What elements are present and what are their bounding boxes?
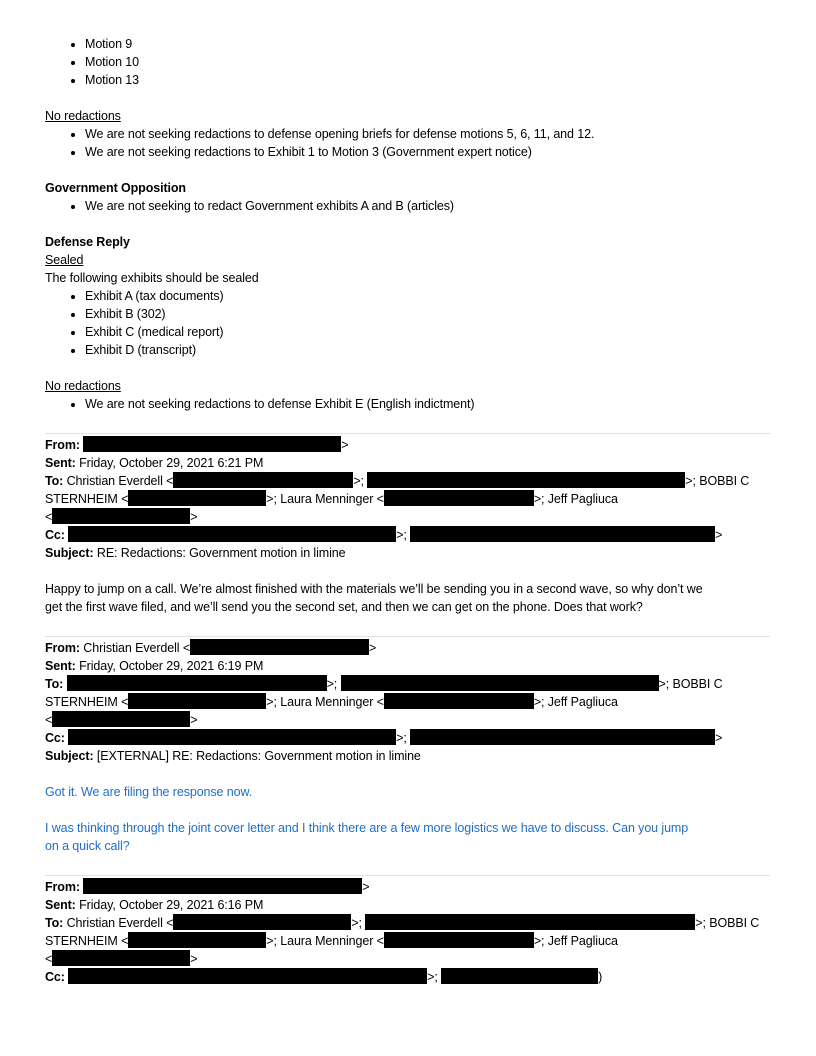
label: Cc: (45, 970, 65, 984)
text: < (45, 510, 53, 524)
list-item (75, 197, 454, 215)
label: To: (45, 677, 64, 691)
item-text: We are not seeking to redact Government exhibits A and B (articles) (85, 199, 454, 213)
redaction (67, 675, 327, 691)
text: > (695, 916, 703, 930)
text: ) (598, 970, 603, 984)
item-text: Motion 13 (85, 73, 139, 87)
text: ; Laura Menninger < (273, 695, 384, 709)
text: < (45, 713, 53, 727)
email-to (45, 675, 723, 693)
label: Sent: (45, 456, 76, 470)
email-to (45, 472, 749, 490)
email-to-cont (45, 508, 197, 526)
item-text: Motion 9 (85, 37, 133, 51)
redaction (384, 693, 534, 709)
section-heading: Defense Reply (45, 235, 130, 249)
email-body-line: I was thinking through the joint cover letter and I think there are a few more logistics we have to discuss. Can you jump (45, 821, 689, 835)
email-sent (45, 657, 263, 675)
item-text: We are not seeking redactions to Exhibit 1 to Motion 3 (Government expert notice) (85, 145, 532, 159)
redaction (367, 472, 685, 488)
redaction (410, 526, 715, 542)
redaction (68, 526, 396, 542)
text: >; (396, 528, 407, 542)
divider (45, 433, 770, 434)
redaction (365, 914, 695, 930)
text: ; Laura Menninger < (273, 492, 384, 506)
text: >; (396, 731, 407, 745)
email-from (45, 639, 376, 657)
email-to (45, 914, 759, 932)
redaction (128, 693, 266, 709)
text: > (533, 695, 542, 709)
item-text: Exhibit C (medical report) (85, 325, 224, 339)
label: Subject: (45, 749, 94, 763)
label: Subject: (45, 546, 94, 560)
paragraph: The following exhibits should be sealed (45, 271, 259, 285)
sent-date: Friday, October 29, 2021 6:21 PM (79, 456, 264, 470)
section-heading: Government Opposition (45, 181, 186, 195)
sent-date: Friday, October 29, 2021 6:19 PM (79, 659, 264, 673)
email-body-line: Happy to jump on a call. We’re almost finished with the materials we’ll be sending you in a second wave, so why don’t we (45, 582, 703, 596)
sent-date: Friday, October 29, 2021 6:16 PM (79, 898, 264, 912)
text: >; (351, 916, 362, 930)
text: Christian Everdell < (66, 916, 174, 930)
subheading: Sealed (45, 253, 84, 267)
text: > (715, 528, 723, 542)
item-text: Exhibit D (transcript) (85, 343, 197, 357)
list-item (75, 71, 139, 89)
text: ; Jeff Pagliuca (541, 695, 618, 709)
redaction (384, 490, 534, 506)
redaction (341, 675, 659, 691)
redaction (384, 932, 534, 948)
text: > (190, 510, 198, 524)
text: >; (427, 970, 438, 984)
divider (45, 636, 770, 637)
redaction (83, 436, 341, 452)
list-item (75, 305, 165, 323)
redaction (128, 932, 266, 948)
list-item (75, 395, 474, 413)
divider (45, 875, 770, 876)
item-text: Exhibit B (302) (85, 307, 166, 321)
email-from (45, 436, 349, 454)
text: Christian Everdell < (66, 474, 174, 488)
item-text: We are not seeking redactions to defense opening briefs for defense motions 5, 6, 11, and 12. (85, 127, 595, 141)
list-item (75, 35, 132, 53)
email-cc (45, 968, 602, 986)
text: > (685, 474, 693, 488)
email-to-cont (45, 932, 618, 950)
redaction (52, 508, 190, 524)
list-item (75, 125, 594, 143)
email-body-line: Got it. We are filing the response now. (45, 785, 253, 799)
redaction (52, 950, 190, 966)
text: ; BOBBI C (665, 677, 723, 691)
email-sent (45, 454, 263, 472)
redaction (68, 968, 427, 984)
label: Sent: (45, 898, 76, 912)
redaction (68, 729, 396, 745)
text: < (45, 952, 53, 966)
text: > (266, 695, 274, 709)
text: >; (326, 677, 338, 691)
item-text: Exhibit A (tax documents) (85, 289, 224, 303)
section-heading: No redactions (45, 109, 121, 123)
item-text: We are not seeking redactions to defense Exhibit E (English indictment) (85, 397, 475, 411)
redaction (173, 914, 351, 930)
redaction (190, 639, 369, 655)
email-body-line: on a quick call? (45, 839, 130, 853)
label: Sent: (45, 659, 76, 673)
text: STERNHEIM < (45, 492, 129, 506)
text: > (266, 934, 274, 948)
email-subject (45, 747, 421, 765)
text: ; Laura Menninger < (273, 934, 384, 948)
email-body-line: get the first wave filed, and we’ll send you the second set, and then we can get on the phone. Does that work? (45, 600, 643, 614)
text: Christian Everdell < (83, 641, 191, 655)
label: From: (45, 880, 80, 894)
text: > (341, 438, 349, 452)
text: >; (353, 474, 364, 488)
email-cc (45, 526, 722, 544)
text: > (715, 731, 723, 745)
text: > (533, 934, 542, 948)
label: To: (45, 916, 64, 930)
text: > (190, 713, 198, 727)
list-item (75, 287, 224, 305)
email-to-cont (45, 711, 197, 729)
email-from (45, 878, 370, 896)
email-subject (45, 544, 345, 562)
list-item (75, 53, 139, 71)
subject-text: RE: Redactions: Government motion in limine (96, 546, 346, 560)
text: > (190, 952, 198, 966)
text: > (266, 492, 274, 506)
email-to-cont (45, 950, 197, 968)
subject-text: [EXTERNAL] RE: Redactions: Government motion in limine (96, 749, 421, 763)
redaction (52, 711, 190, 727)
label: Cc: (45, 528, 65, 542)
text: > (362, 880, 370, 894)
item-text: Motion 10 (85, 55, 139, 69)
list-item (75, 143, 532, 161)
redaction (441, 968, 598, 984)
list-item (75, 341, 196, 359)
label: To: (45, 474, 64, 488)
email-cc (45, 729, 722, 747)
text: STERNHEIM < (45, 934, 129, 948)
text: > (533, 492, 542, 506)
section-heading: No redactions (45, 379, 121, 393)
label: Cc: (45, 731, 65, 745)
redaction (410, 729, 715, 745)
text: > (369, 641, 377, 655)
text: ; BOBBI C (702, 916, 760, 930)
text: STERNHEIM < (45, 695, 129, 709)
email-to-cont (45, 693, 618, 711)
text: ; BOBBI C (692, 474, 750, 488)
text: ; Jeff Pagliuca (541, 492, 618, 506)
text: ; Jeff Pagliuca (541, 934, 618, 948)
label: From: (45, 438, 80, 452)
redaction (128, 490, 266, 506)
label: From: (45, 641, 80, 655)
email-to-cont (45, 490, 618, 508)
redaction (173, 472, 353, 488)
email-sent (45, 896, 263, 914)
redaction (83, 878, 362, 894)
text: > (658, 677, 666, 691)
list-item (75, 323, 223, 341)
